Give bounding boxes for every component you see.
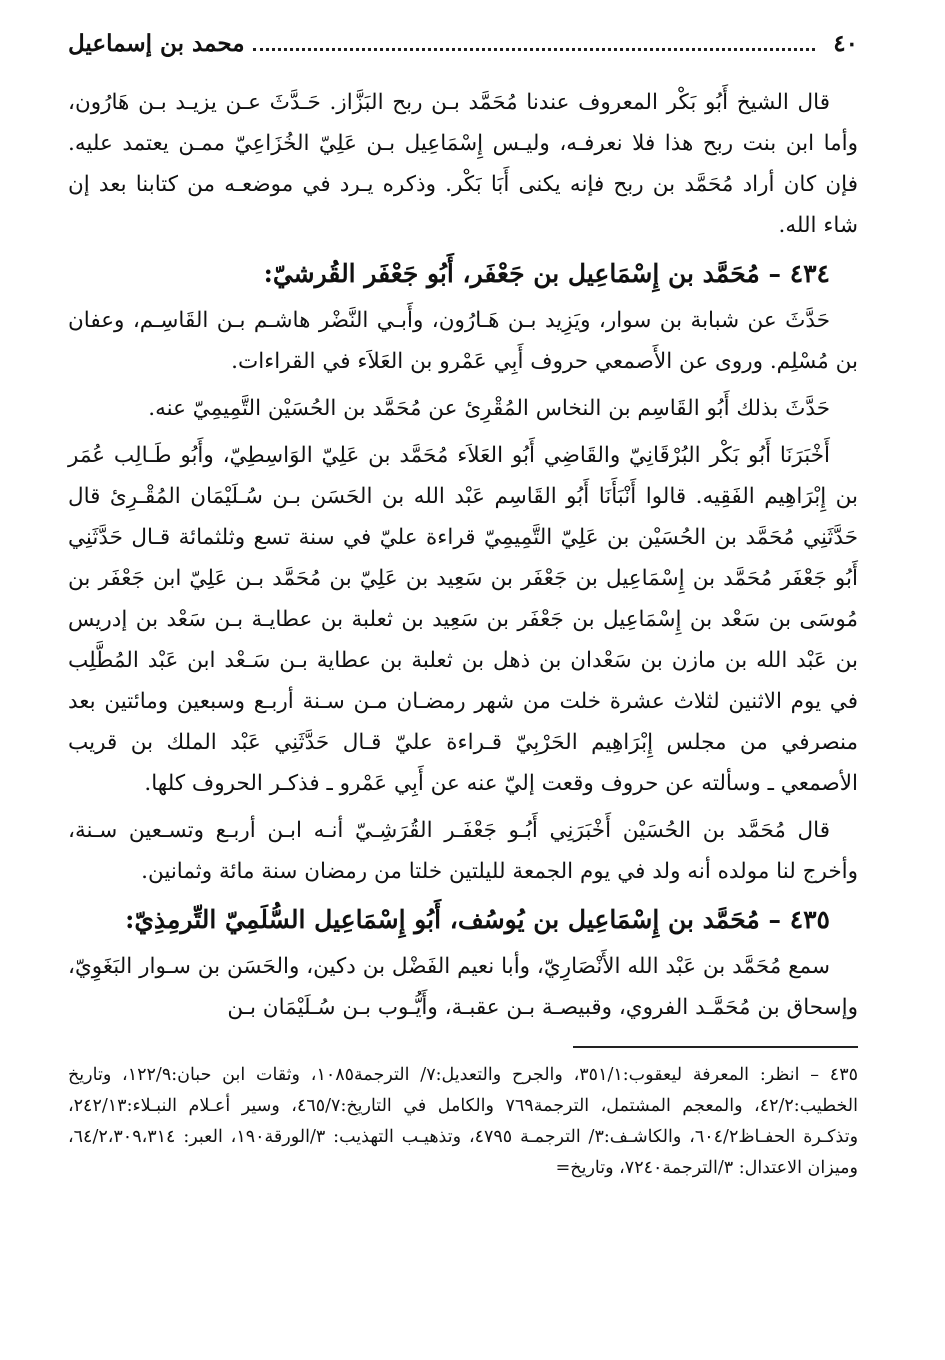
running-title: محمد بن إسماعيل [68,30,245,57]
paragraph: أَخْبَرَنَا أَبُو بَكْر البُرْقَانِيّ والقَاضِي أَبُو العَلاَء مُحَمَّد بن عَلِيّ الوَاسِطِيّ، وأَبُو طَـالِب عُمَر بن إِبْرَاهِيم الفَقِيه. قالوا أَنْبَأَنَا أَبُو القَاسِم عَبْد الله بن الحَسَن بـن سُـلَيْمَان المُقْـرِئ قال حَدَّثَنِي مُحَمَّد بن الحُسَيْن بن عَلِيّ التَّمِيمِيّ قراءة عليّ في سنة تسع وثلثمائة قـال حَدَّثَنِي أَبُو جَعْفَر مُحَمَّد بن إِسْمَاعِيل بن جَعْفَر بن سَعِيد بن عَلِيّ بن مُحَمَّد بـن عَلِيّ ابن جَعْفَر بن مُوسَى بن سَعْد بن إِسْمَاعِيل بن جَعْفَر بن سَعِيد بن ثعلبة بن عطايـة بـن سَعْد بن إدريس بن عَبْد الله بن مازن بن سَعْدان بن ذهل بن ثعلبة بن عطاية بـن سَـعْد ابن عَبْد المُطَّلِب في يوم الاثنين لثلاث عشرة خلت من شهر رمضـان مـن سـنة أربـع وسبعين ومائتين بعد منصرفي من مجلس إِبْرَاهِيم الحَرْبِيّ قـراءة عليّ قـال حَدَّثَنِي عَبْد الملك بن قريب الأصمعي ـ وسألته عن حروف وقعت إليّ عنه عن أَبِي عَمْرو ـ فذكـر الحروف كلها. [68,443,858,796]
entry-heading: ٤٣٤ – مُحَمَّد بن إِسْمَاعِيل بن جَعْفَر، أَبُو جَعْفَر القُرشيّ: [263,259,830,288]
footnote: ٤٣٥ – انظر: المعرفة ليعقوب:٣٥١/١، والجرح والتعديل:٧/ الترجمة١٠٨٥، وثقات ابن حبان:١٢٢/٩، وتاريخ الخطيب:٤٢/٢، والمعجم المشتمل، الترجمة٧٦٩ والكامل في التاريخ:٤٦٥/٧، وسير أعـلام النبـلاء:٢٤٢/١٣، وتذكـرة الحفـاظ٦٠٤/٢، والكاشـف:٣/ الترجمـة ٤٧٩٥، وتذهيـب التهذيب: ٣/الورقة١٩٠، العبر: ٦٤/٢،٣٠٩،٣١٤، وميزان الاعتدال: ٣/الترجمة٧٢٤٠، وتاريخ= [68,1065,859,1178]
paragraph: قال مُحَمَّد بن الحُسَيْن أَخْبَرَنِي أَبُـو جَعْفَـر القُرَشِـيّ أنـه ابـن أربـع وتسـعين سـنة، وأخرج لنا مولده أنه ولد في يوم الجمعة لليلتين خلتا من رمضان سنة مائة وثمانين. [68,818,858,884]
page-number: ٤٠ [833,30,858,57]
entry-heading: ٤٣٥ – مُحَمَّد بن إِسْمَاعِيل بن يُوسُف، أَبُو إِسْمَاعِيل السُّلَمِيّ التِّرمِذِيّ: [125,905,830,934]
main-text [68,82,858,1028]
paragraph: سمع مُحَمَّد بن عَبْد الله الأَنْصَارِيّ، وأبا نعيم الفَضْل بن دكين، والحَسَن بن سـوار البَغَوِيّ، وإسحاق بن مُحَمَّـد الفروي، وقبيصـة بـن عقبـة، وأَيُّـوب بـن سُـلَيْمَان بـن [68,954,858,1020]
book-page [68,30,858,1184]
header-dotted-leader [253,34,816,51]
footnote-separator [573,1046,858,1048]
paragraph: قال الشيخ أَبُو بَكْر المعروف عندنا مُحَمَّد بـن ربح البَزَّاز. حَـدَّثَ عـن يزيـد بـن هَارُون، وأما ابن بنت ربح هذا فلا نعرفـه، وليـس إِسْمَاعِيل بـن عَلِيّ الخُزَاعِيّ ممـن يعتمد عليه. فإن كان أراد مُحَمَّد بن ربح فإنه يكنى أَبَا بَكْر. وذكره يـرد في موضعـه من كتابنا بعد إن شاء الله. [68,90,858,238]
paragraph: حَدَّثَ بذلك أَبُو القَاسِم بن النخاس المُقْرِئ عن مُحَمَّد بن الحُسَيْن التَّمِيمِيّ عنه. [148,396,830,421]
page-header [68,30,858,70]
paragraph: حَدَّثَ عن شبابة بن سوار، ويَزِيد بـن هَـارُون، وأَبـي النَّضْر هاشـم بـن القَاسِـم، وعفان بن مُسْلِم. وروى عن الأَصمعي حروف أَبِي عَمْرو بن العَلاَء في القراءات. [68,308,858,374]
